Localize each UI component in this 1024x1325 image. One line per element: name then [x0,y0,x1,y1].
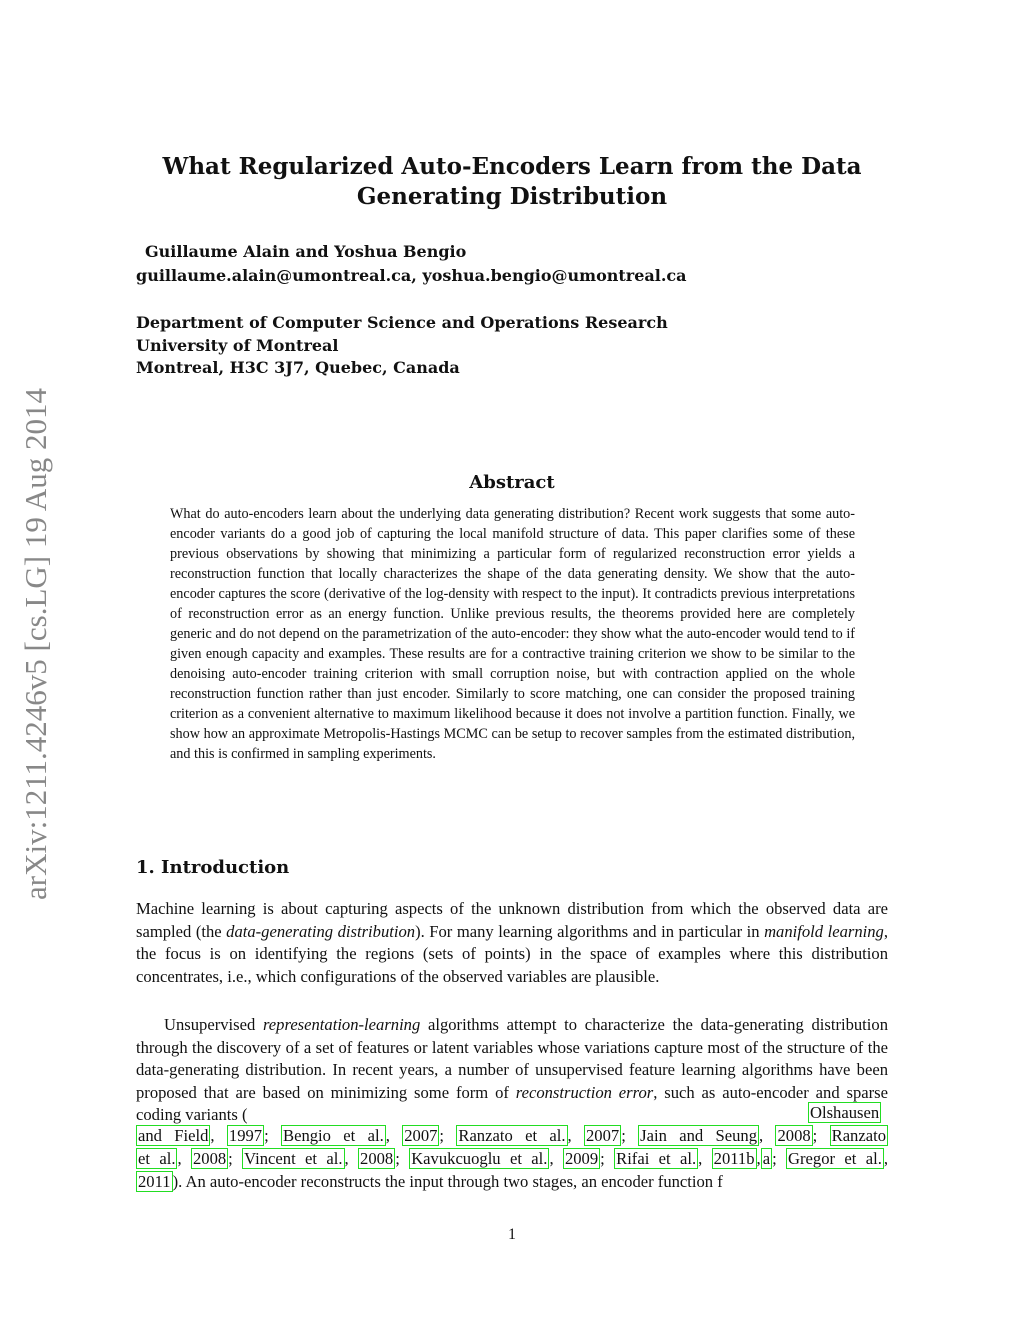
citation-link[interactable]: and Field [138,1126,209,1145]
citation-link[interactable]: 2008 [777,1126,811,1145]
citation-link[interactable]: 2011 [138,1172,171,1191]
author-emails: guillaume.alain@umontreal.ca, yoshua.bengio@umontreal.ca [136,266,687,285]
intro-paragraph-1: Machine learning is about capturing aspects of the unknown distribution from which the observed data are sampled (the data-generating distribution). For many learning algorithms and in particular in manifold learning, the focus is on identifying the regions (sets of points) in the space of examples where this distribution concentrates, i.e., which configurations of the observed variables are plausible. [136,899,888,986]
abstract-text: What do auto-encoders learn about the underlying data generating distribution? Recent work suggests that some auto-encoder variants do a good job of capturing the local manifold structure of data. This paper clarifies some of these previous observations by showing that minimizing a particular form of regularized reconstruction error yields a reconstruction function that locally characterizes the shape of the data generating density. We show that the auto-encoder captures the score (derivative of the log-density with respect to the input). It contradicts previous interpretations of reconstruction error as an energy function. Unlike previous results, the theorems provided here are completely generic and do not depend on the parametrization of the auto-encoder: they show what the auto-encoder would tend to if given enough capacity and examples. These results are for a contractive training criterion we show to be similar to the denoising auto-encoder training criterion with small corruption noise, but with contraction applied on the whole reconstruction function rather than just encoder. Similarly to score matching, one can consider the proposed training criterion as a convenient alternative to maximum likelihood because it does not involve a partition function. Finally, we show how an approximate Metropolis-Hastings MCMC can be setup to recover samples from the estimated distribution, and this is confirmed in sampling experiments. [170,506,855,762]
citation-link[interactable]: Ranzato et al. [458,1126,566,1145]
citation-link[interactable]: 2008 [360,1149,394,1168]
citation-link[interactable]: Rifai et al. [616,1149,697,1168]
paper-title: What Regularized Auto-Encoders Learn from the Data Generating Distribution [162,153,862,210]
citation-link[interactable]: 2007 [586,1126,620,1145]
citation-link[interactable]: 2009 [564,1149,599,1168]
arxiv-identifier: arXiv:1211.4246v5 [cs.LG] 19 Aug 2014 [18,387,53,900]
section-heading: 1. Introduction [136,857,290,878]
citation-link[interactable]: 2008 [192,1149,227,1168]
page-number: 1 [508,1226,516,1243]
paragraph-tail: ). An auto-encoder reconstructs the input through two stages, an encoder function f [172,1172,723,1191]
affiliation-address: Montreal, H3C 3J7, Quebec, Canada [136,358,460,377]
citation-link[interactable]: Kavukcuoglu et al. [411,1149,548,1168]
abstract-heading: Abstract [469,472,555,493]
affiliation [136,312,668,380]
authors: Guillaume Alain and Yoshua Bengio [145,242,467,261]
citation-link[interactable]: 2007 [404,1126,438,1145]
citation-link[interactable]: et al. [138,1149,176,1168]
intro-paragraph-2: Unsupervised representation-learning algorithms attempt to characterize the data-generating distribution through the discovery of a set of features or latent variables whose variations capture most of the structure of the data-generating distribution. In recent years, a number of unsupervised feature learning algorithms have been proposed that are based on minimizing some form of reconstruction error, such as auto-encoder and sparse coding variants ( [136,1015,888,1125]
affiliation-department: Department of Computer Science and Operations Research [136,313,668,332]
citation-link[interactable]: 2011b [713,1149,755,1168]
citation-link[interactable]: a [762,1149,771,1168]
citation-link[interactable]: Vincent et al. [244,1149,343,1168]
citation-link[interactable]: Jain and Seung [640,1126,757,1145]
citation-link[interactable]: Olshausen [810,1103,880,1122]
citation-link[interactable]: Gregor et al. [788,1149,882,1168]
citation-link[interactable]: Bengio et al. [283,1126,384,1145]
citation-link[interactable]: Ranzato [831,1126,886,1145]
affiliation-university: University of Montreal [136,335,339,355]
citation-link[interactable]: 1997 [228,1126,263,1145]
